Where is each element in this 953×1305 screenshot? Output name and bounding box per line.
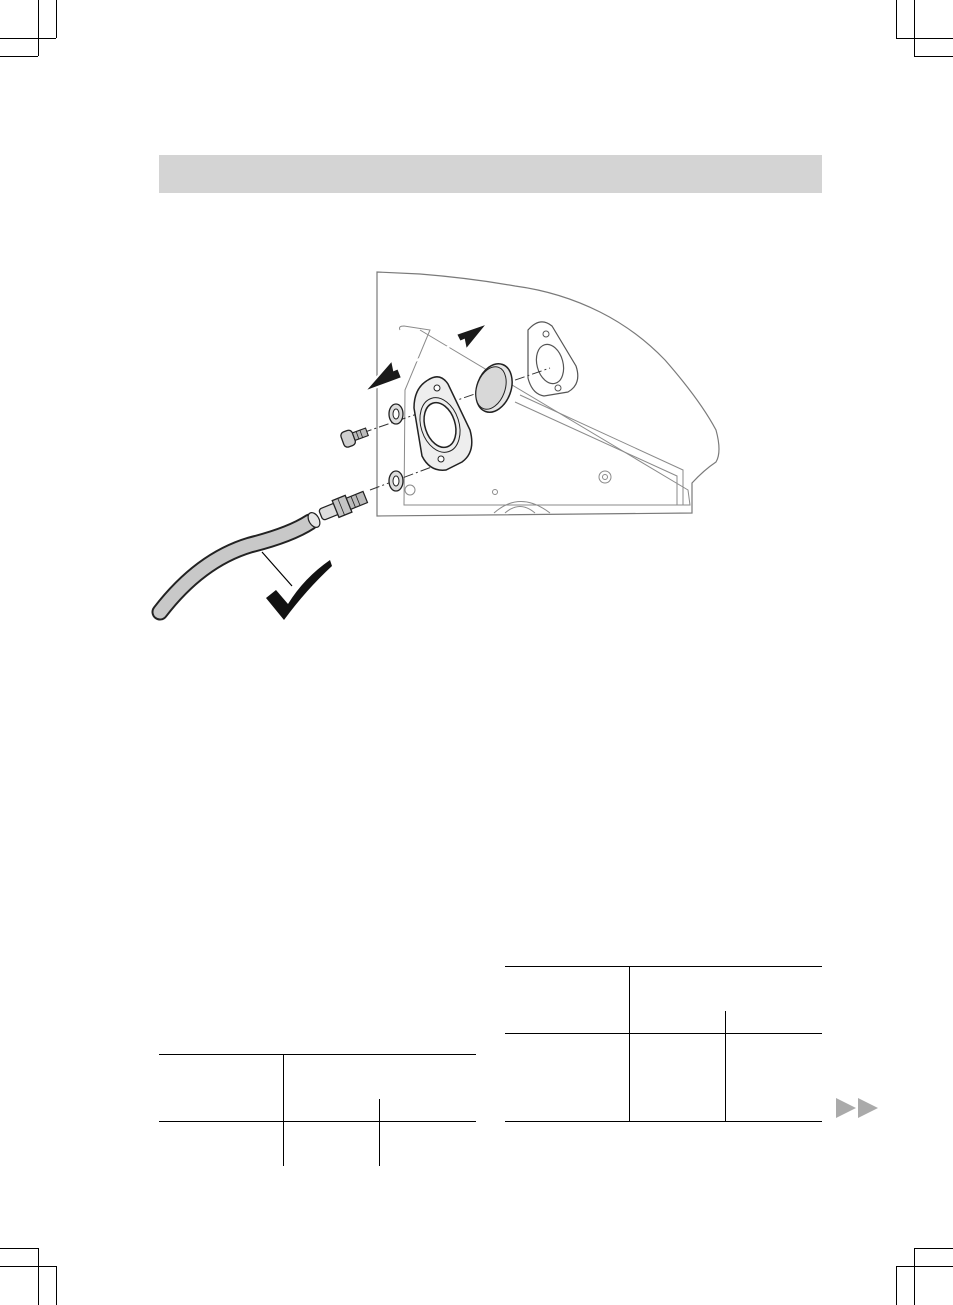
table-column-divider bbox=[725, 1011, 726, 1121]
hose-connector bbox=[317, 489, 368, 524]
crop-mark bbox=[0, 1266, 56, 1267]
housing-screw-hole bbox=[599, 471, 611, 483]
crop-mark bbox=[896, 1266, 897, 1305]
callout-line bbox=[262, 552, 292, 586]
table-rule bbox=[159, 1054, 476, 1055]
crop-mark bbox=[914, 1248, 953, 1249]
table-rule bbox=[505, 1033, 822, 1034]
screw bbox=[340, 424, 370, 448]
housing-cutout bbox=[505, 507, 535, 514]
crop-mark bbox=[38, 1248, 39, 1305]
housing-screw-hole bbox=[405, 485, 415, 495]
table-column-divider bbox=[629, 966, 630, 1121]
housing-inner-edge bbox=[515, 402, 677, 505]
table-rule bbox=[505, 966, 822, 967]
table-column-divider bbox=[283, 1054, 284, 1166]
crop-mark bbox=[56, 1266, 57, 1305]
crop-mark bbox=[896, 1266, 953, 1267]
crop-mark bbox=[914, 1248, 915, 1305]
housing-cutout bbox=[494, 502, 550, 514]
table-column-divider bbox=[379, 1099, 380, 1166]
table-rule bbox=[159, 1121, 476, 1122]
check-mark-icon bbox=[266, 560, 332, 620]
table-rule bbox=[505, 1121, 822, 1122]
housing-screw-hole bbox=[603, 475, 608, 480]
housing-inner-edge bbox=[520, 395, 683, 505]
housing-screw-hole bbox=[493, 490, 498, 495]
crop-mark bbox=[0, 1248, 38, 1249]
double-triangle-right-icon bbox=[836, 1096, 880, 1120]
